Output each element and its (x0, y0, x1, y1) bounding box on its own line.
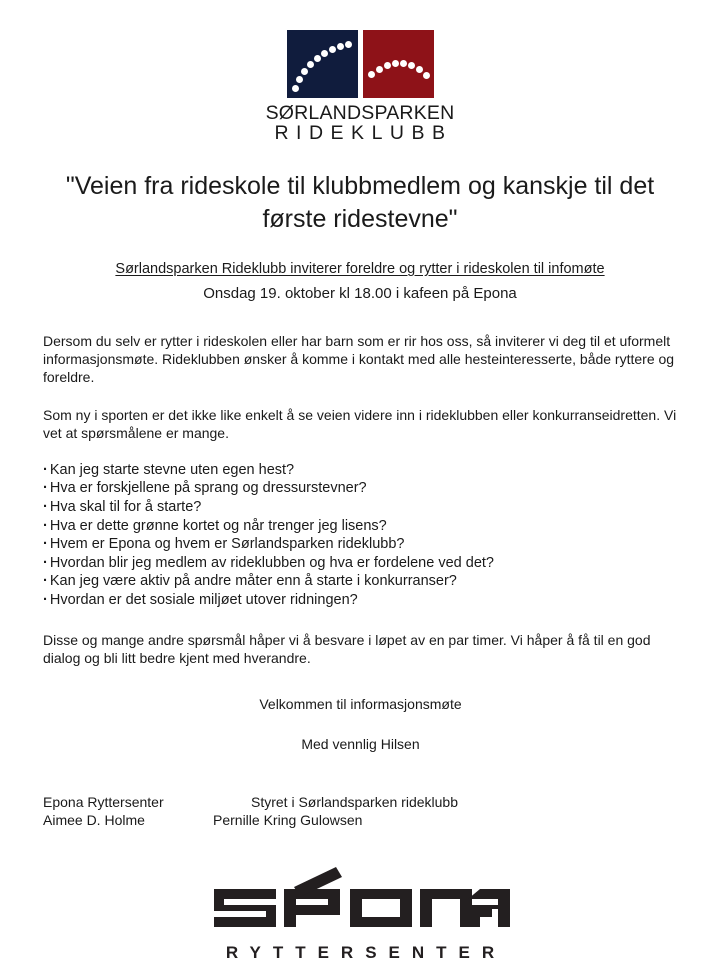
subtitle-block (0, 260, 720, 302)
epona-wordmark-icon (210, 867, 510, 937)
club-logo-marks (287, 30, 434, 98)
event-datetime: Onsdag 19. oktober kl 18.00 i kafeen på Epona (203, 284, 517, 302)
signature-column-left (43, 794, 213, 830)
list-item: · Hvordan blir jeg medlem av rideklubben og hva er fordelene ved det? (43, 554, 678, 573)
logo-red-square-icon (363, 30, 434, 98)
list-item: · Hva er forskjellene på sprang og dressurstevner? (43, 479, 678, 498)
signature-column-right (213, 794, 678, 830)
signature-left-person: Aimee D. Holme (43, 811, 145, 828)
list-item: · Hva skal til for å starte? (43, 498, 678, 517)
welcome-line: Velkommen til informasjonsmøte (259, 695, 462, 712)
club-logo (0, 0, 720, 144)
epona-logo (0, 867, 720, 963)
list-item: · Hva er dette grønne kortet og når trenger jeg lisens? (43, 517, 678, 536)
subtitle-main-wrap (0, 260, 720, 278)
signature-block (43, 794, 678, 830)
club-name-line-2: RIDEKLUBB (274, 122, 453, 145)
paragraph-closing: Disse og mange andre spørsmål håper vi å besvare i løpet av en par timer. Vi håper å få til en god dialog og bli litt bedre kjent med hverandre. (43, 632, 651, 667)
list-item: · Kan jeg være aktiv på andre måter enn å starte i konkurranser? (43, 572, 678, 591)
regards-line: Med vennlig Hilsen (301, 735, 420, 752)
club-name (266, 103, 455, 144)
list-item: · Kan jeg starte stevne uten egen hest? (43, 461, 678, 480)
club-name-line-1: SØRLANDSPARKEN (265, 102, 455, 124)
document-body (0, 332, 720, 830)
signature-left-org: Epona Ryttersenter (43, 793, 164, 810)
signature-right-org: Styret i Sørlandsparken rideklubb (251, 793, 458, 810)
signature-right-person: Pernille Kring Gulowsen (213, 811, 363, 828)
logo-navy-square-icon (287, 30, 358, 98)
questions-list (43, 461, 678, 609)
paragraph-context: Som ny i sporten er det ikke like enkelt å se veien videre inn i rideklubben eller konkurranseidretten. Vi vet at spørsmålene er mange. (43, 406, 677, 441)
list-item: · Hvordan er det sosiale miljøet utover ridningen? (43, 591, 678, 610)
invitation-line: Sørlandsparken Rideklubb inviterer foreldre og rytter i rideskolen til infomøte (115, 260, 605, 277)
list-item: · Hvem er Epona og hvem er Sørlandsparken rideklubb? (43, 535, 678, 554)
epona-subtitle: RYTTERSENTER (225, 943, 507, 963)
paragraph-intro: Dersom du selv er rytter i rideskolen eller har barn som er rir hos oss, så inviterer vi deg til et uformelt informasjonsmøte. Rideklubben ønsker å komme i kontakt med alle hesteinteresserte, både ryttere og foreldre. (43, 332, 675, 386)
page-title: "Veien fra rideskole til klubbmedlem og kanskje til det første ridestevne" (65, 171, 655, 233)
